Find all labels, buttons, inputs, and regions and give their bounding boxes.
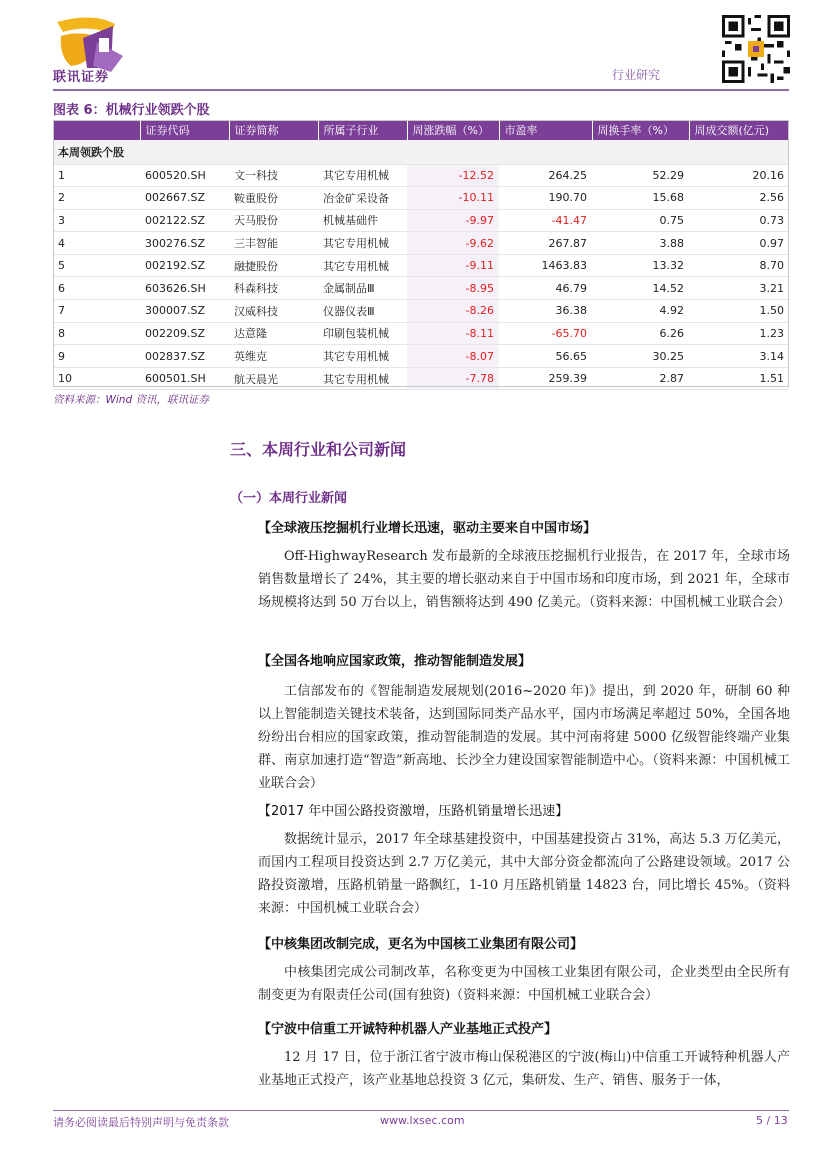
table-row [53, 322, 789, 345]
cell-rank: 3 [53, 209, 140, 232]
cell-change: -9.97 [407, 209, 499, 232]
cell-name: 科森科技 [229, 277, 318, 300]
column-header-name: 证券简称 [229, 120, 318, 140]
cell-turnover: 30.25 [592, 345, 689, 368]
cell-industry: 仪器仪表Ⅲ [318, 300, 407, 323]
cell-industry: 机械基础件 [318, 209, 407, 232]
cell-industry: 其它专用机械 [318, 367, 407, 390]
cell-code: 600520.SH [140, 164, 229, 187]
cell-amount: 3.14 [689, 345, 789, 368]
table-row [53, 232, 789, 255]
cell-pe: 190.70 [499, 187, 592, 210]
cell-name: 天马股份 [229, 209, 318, 232]
footer-disclaimer: 请务必阅读最后特别声明与免责条款 [53, 1116, 229, 1129]
cell-amount: 3.21 [689, 277, 789, 300]
cell-industry: 印刷包装机械 [318, 322, 407, 345]
column-header-amount: 周成交额(亿元) [689, 120, 789, 140]
cell-change: -8.07 [407, 345, 499, 368]
cell-rank: 7 [53, 300, 140, 323]
cell-turnover: 13.32 [592, 254, 689, 277]
cell-change: -8.26 [407, 300, 499, 323]
cell-rank: 2 [53, 187, 140, 210]
cell-name: 三丰智能 [229, 232, 318, 255]
cell-rank: 9 [53, 345, 140, 368]
cell-change: -8.11 [407, 322, 499, 345]
cell-pe: 267.87 [499, 232, 592, 255]
page-number: 5 / 13 [756, 1114, 788, 1127]
cell-pe: -65.70 [499, 322, 592, 345]
cell-pe: 259.39 [499, 367, 592, 390]
cell-change: -9.11 [407, 254, 499, 277]
cell-code: 002667.SZ [140, 187, 229, 210]
header-divider [53, 89, 789, 91]
cell-code: 300007.SZ [140, 300, 229, 323]
news-body-3: 数据统计显示，2017 年全球基建投资中，中国基建投资占 31%，高达 5.3 万亿美元，而国内工程项目投资达到 2.7 万亿美元，其中大部分资金都流向了公路建设领域。2017 公路投资激增，压路机销量一路飘红，1-10 月压路机销量 14823 台，同比增长 45%。（资料来源：中国机械工业联合会） [258, 832, 790, 916]
news-headline-3: 【2017 年中国公路投资激增，压路机销量增长迅速】 [258, 804, 569, 819]
group-label: 本周领跌个股 [53, 140, 789, 164]
cell-industry: 冶金矿采设备 [318, 187, 407, 210]
cell-industry: 金属制品Ⅲ [318, 277, 407, 300]
cell-amount: 8.70 [689, 254, 789, 277]
cell-code: 600501.SH [140, 367, 229, 390]
column-header-turnover: 周换手率（%） [592, 120, 689, 140]
cell-turnover: 14.52 [592, 277, 689, 300]
news-body-5: 12 月 17 日，位于浙江省宁波市梅山保税港区的宁波(梅山)中信重工开诚特种机器人产业基地正式投产，该产业基地总投资 3 亿元，集研发、生产、销售、服务于一体， [258, 1050, 790, 1088]
table-row [53, 187, 789, 210]
cell-rank: 6 [53, 277, 140, 300]
table-caption: 图表 6：机械行业领跌个股 [53, 103, 210, 118]
cell-change: -10.11 [407, 187, 499, 210]
cell-code: 002209.SZ [140, 322, 229, 345]
news-headline-4: 【中核集团改制完成，更名为中国核工业集团有限公司】 [258, 937, 584, 952]
cell-pe: -41.47 [499, 209, 592, 232]
cell-name: 航天晨光 [229, 367, 318, 390]
cell-change: -9.62 [407, 232, 499, 255]
cell-code: 002192.SZ [140, 254, 229, 277]
cell-amount: 1.23 [689, 322, 789, 345]
news-body-1: Off-HighwayResearch 发布最新的全球液压挖掘机行业报告，在 2017 年，全球市场销售数量增长了 24%，其主要的增长驱动来自于中国市场和印度市场，到 2021 年，全球市场规模将达到 50 万台以上，销售额将达到 490 亿美元。（资料来源：中国机械工业联合会） [258, 549, 791, 610]
cell-amount: 1.51 [689, 367, 789, 390]
news-body-4: 中核集团完成公司制改革，名称变更为中国核工业集团有限公司，企业类型由全民所有制变更为有限责任公司(国有独资)（资料来源：中国机械工业联合会） [258, 965, 790, 1003]
column-header-pe: 市盈率 [499, 120, 592, 140]
cell-name: 汉威科技 [229, 300, 318, 323]
cell-rank: 5 [53, 254, 140, 277]
cell-code: 002122.SZ [140, 209, 229, 232]
company-name: 联讯证券 [53, 70, 110, 85]
cell-change: -8.95 [407, 277, 499, 300]
table-row [53, 300, 789, 323]
cell-rank: 1 [53, 164, 140, 187]
cell-pe: 1463.83 [499, 254, 592, 277]
news-headline-1: 【全球液压挖掘机行业增长迅速，驱动主要来自中国市场】 [258, 521, 597, 536]
table-row [53, 345, 789, 368]
cell-name: 鞍重股份 [229, 187, 318, 210]
news-headline-5: 【宁波中信重工开诚特种机器人产业基地正式投产】 [258, 1022, 558, 1037]
sub-section-title: （一）本周行业新闻 [230, 491, 348, 506]
section-title: 三、本周行业和公司新闻 [230, 440, 407, 459]
cell-amount: 1.50 [689, 300, 789, 323]
news-headline-2: 【全国各地响应国家政策，推动智能制造发展】 [258, 654, 532, 669]
cell-name: 达意隆 [229, 322, 318, 345]
cell-change: -7.78 [407, 367, 499, 390]
cell-turnover: 4.92 [592, 300, 689, 323]
cell-change: -12.52 [407, 164, 499, 187]
cell-turnover: 52.29 [592, 164, 689, 187]
table-row [53, 164, 789, 187]
cell-industry: 其它专用机械 [318, 254, 407, 277]
cell-rank: 8 [53, 322, 140, 345]
cell-name: 融捷股份 [229, 254, 318, 277]
table-row [53, 209, 789, 232]
table-row [53, 254, 789, 277]
qr-code-icon [722, 15, 790, 83]
cell-industry: 其它专用机械 [318, 164, 407, 187]
footer-website-link[interactable]: www.lxsec.com [380, 1114, 465, 1127]
footer-divider [53, 1110, 789, 1111]
cell-rank: 10 [53, 367, 140, 390]
cell-code: 002837.SZ [140, 345, 229, 368]
cell-name: 文一科技 [229, 164, 318, 187]
table-source: 资料来源：Wind 资讯，联讯证券 [53, 394, 209, 406]
news-body-2: 工信部发布的《智能制造发展规划(2016~2020 年)》提出，到 2020 年，研制 60 种以上智能制造关键技术装备，达到国际同类产品水平，国内市场满足率超过 50%，全国各地纷纷出台相应的国家政策，推动智能制造的发展。其中河南将建 5000 亿级智能终端产业集群、南京加速打造“智造”新高地、长沙全力建设国家智能制造中心。（资料来源：中国机械工业联合会） [258, 684, 790, 791]
cell-amount: 2.56 [689, 187, 789, 210]
cell-turnover: 15.68 [592, 187, 689, 210]
column-header-rank [53, 120, 140, 140]
cell-code: 300276.SZ [140, 232, 229, 255]
cell-industry: 其它专用机械 [318, 232, 407, 255]
declining-stocks-table [53, 120, 790, 390]
cell-turnover: 2.87 [592, 367, 689, 390]
cell-code: 603626.SH [140, 277, 229, 300]
cell-name: 英维克 [229, 345, 318, 368]
column-header-code: 证券代码 [140, 120, 229, 140]
cell-industry: 其它专用机械 [318, 345, 407, 368]
table-group-row [53, 140, 789, 164]
column-header-industry: 所属子行业 [318, 120, 407, 140]
cell-turnover: 3.88 [592, 232, 689, 255]
table-row [53, 277, 789, 300]
cell-turnover: 6.26 [592, 322, 689, 345]
cell-pe: 56.65 [499, 345, 592, 368]
cell-pe: 264.25 [499, 164, 592, 187]
cell-rank: 4 [53, 232, 140, 255]
cell-turnover: 0.75 [592, 209, 689, 232]
table-row [53, 367, 789, 390]
cell-amount: 0.73 [689, 209, 789, 232]
cell-amount: 0.97 [689, 232, 789, 255]
report-category: 行业研究 [612, 68, 661, 82]
cell-pe: 46.79 [499, 277, 592, 300]
cell-amount: 20.16 [689, 164, 789, 187]
column-header-change: 周涨跌幅（%） [407, 120, 499, 140]
cell-pe: 36.38 [499, 300, 592, 323]
table-header-row [53, 120, 789, 140]
